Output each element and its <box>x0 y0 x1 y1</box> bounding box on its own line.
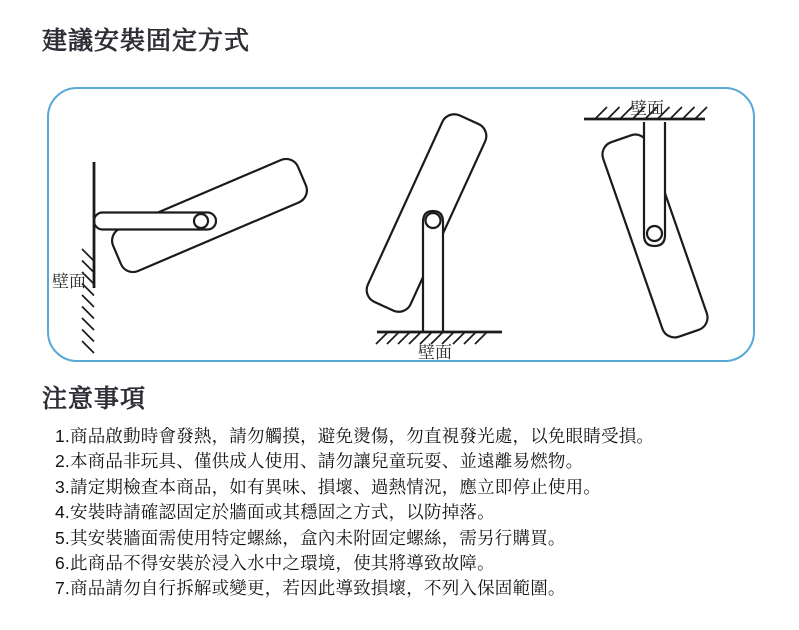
page-title: 建議安裝固定方式 <box>42 27 251 55</box>
precaution-item-3: 3.請定期檢查本商品，如有異味、損壞、過熱情況，應立即停止使用。 <box>55 476 601 497</box>
wall-hatch-lines <box>82 249 94 353</box>
diagram-wall-mount <box>52 155 311 353</box>
wall-surface-label: 壁面 <box>52 272 86 291</box>
precaution-item-6: 6.此商品不得安裝於浸入水中之環境，使其將導致故障。 <box>55 553 495 574</box>
diagram-ground-mount <box>362 110 502 360</box>
pivot-screw <box>194 214 208 228</box>
precaution-item-4: 4.安裝時請確認固定於牆面或其穩固之方式，以防掉落。 <box>55 502 495 523</box>
installation-diagrams <box>49 89 753 360</box>
diagram-ceiling-mount <box>584 99 711 341</box>
precaution-item-7: 7.商品請勿自行拆解或變更，若因此導致損壞，不列入保固範圍。 <box>55 578 566 599</box>
ceiling-surface-label: 壁面 <box>630 99 664 118</box>
precaution-item-5: 5.其安裝牆面需使用特定螺絲，盒內未附固定螺絲，需另行購買。 <box>55 527 566 548</box>
installation-diagram-box <box>47 87 755 362</box>
precaution-item-1: 1.商品啟動時會發熱，請勿觸摸，避免燙傷，勿直視發光處，以免眼睛受損。 <box>55 426 655 446</box>
mount-bracket-post <box>423 211 443 332</box>
pivot-screw <box>426 213 441 228</box>
precautions-title: 注意事項 <box>42 385 147 413</box>
ground-surface-label: 壁面 <box>418 343 452 360</box>
precaution-item-2: 2.本商品非玩具、僅供成人使用、請勿讓兒童玩耍、並遠離易燃物。 <box>55 451 584 472</box>
precautions-list <box>42 424 759 602</box>
pivot-screw <box>647 226 662 241</box>
